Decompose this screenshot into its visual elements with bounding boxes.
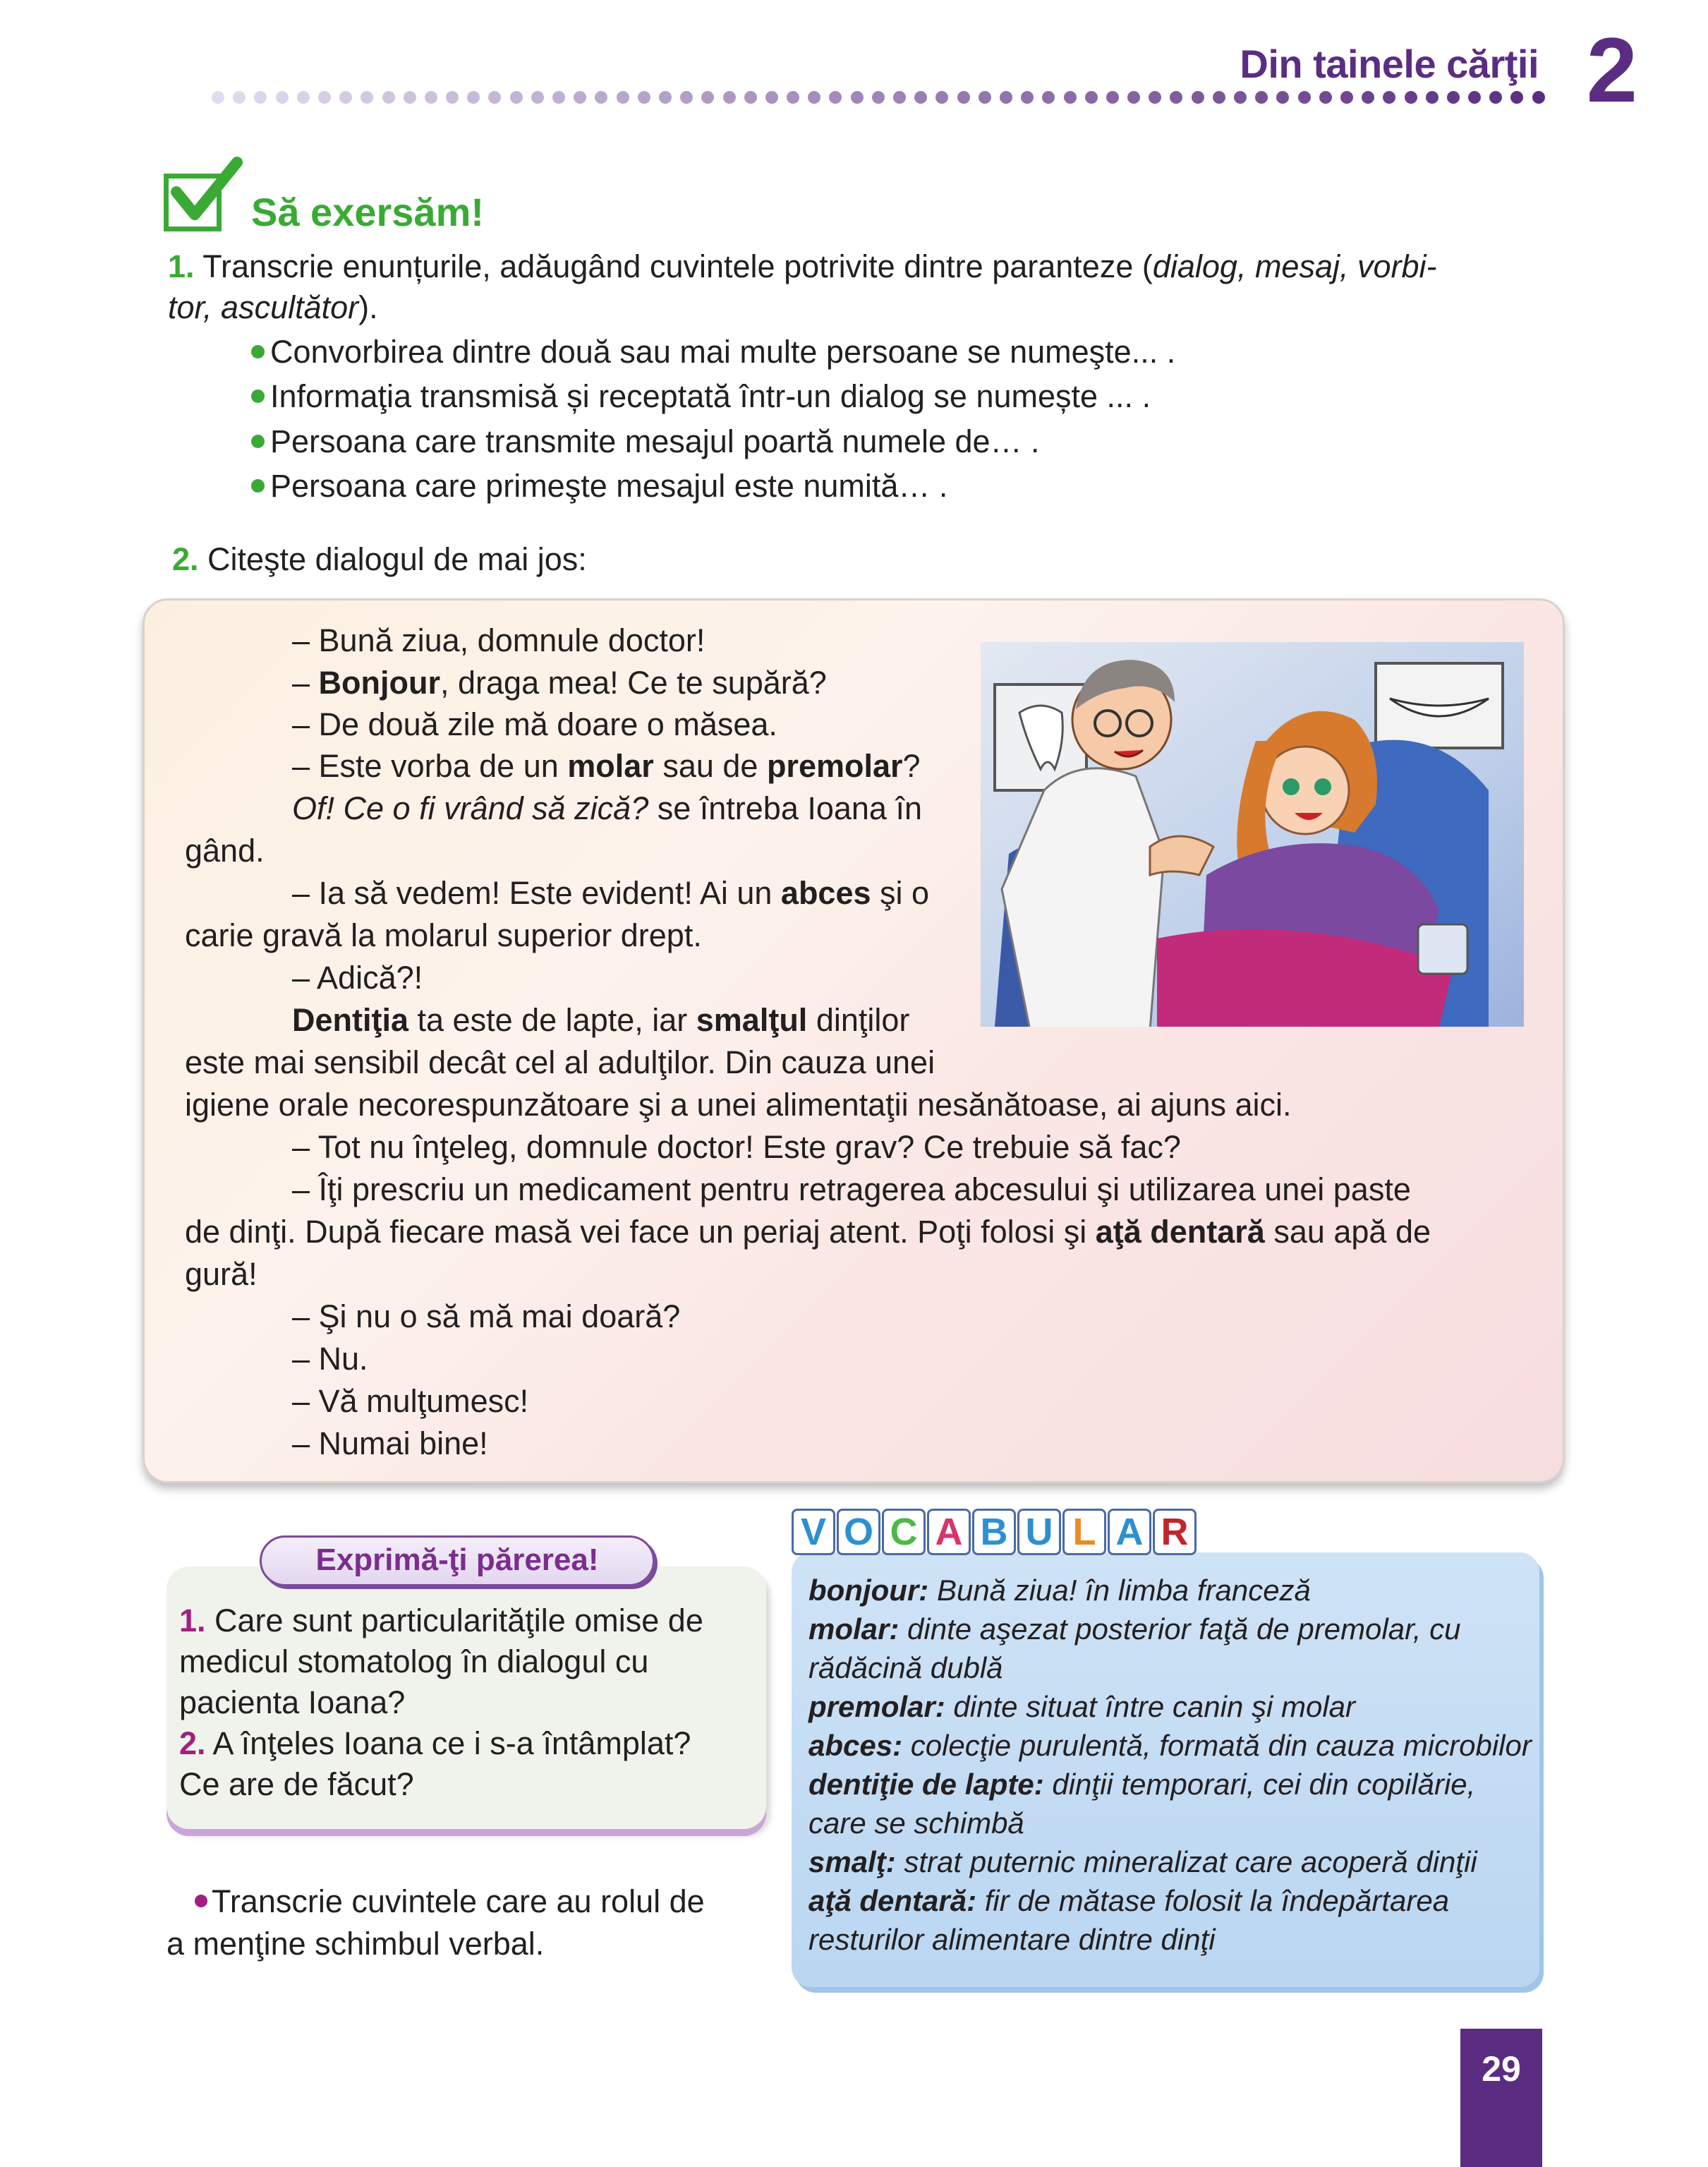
exercise-number: 1. xyxy=(168,248,195,284)
dialog-term: molar xyxy=(567,748,654,784)
vocabulary-definition: colecţie purulentă, formată din cauza microbilor xyxy=(902,1729,1532,1762)
vocabulary-letter: R xyxy=(1153,1509,1197,1555)
header-dot xyxy=(765,91,778,104)
vocabulary-letter: C xyxy=(882,1509,926,1555)
header-dot xyxy=(1192,91,1204,104)
dialog-line: – Tot nu înţeleg, domnule doctor! Este grav? Ce trebuie să fac? xyxy=(292,1129,1181,1165)
task-line: a menţine schimbul verbal. xyxy=(166,1926,545,1962)
dialog-line: – Adică?! xyxy=(292,960,423,996)
dentist-and-girl-illustration xyxy=(981,642,1524,1027)
vocabulary-definition: rădăcină dublă xyxy=(808,1651,1003,1684)
dialog-line xyxy=(292,787,922,830)
exercise-text: Transcrie enunțurile, adăugând cuvintele potrivite dintre paranteze ( xyxy=(194,248,1153,284)
header-dot xyxy=(787,91,799,104)
exercise-text: Citeşte dialogul de mai jos: xyxy=(198,541,587,577)
header-dot xyxy=(212,91,224,104)
dialog-term: smalţul xyxy=(696,1002,808,1038)
header-dot xyxy=(318,91,331,104)
vocabulary-definition: dinte situat între canin şi molar xyxy=(945,1690,1355,1723)
question-number: 2. xyxy=(179,1725,206,1761)
header-dot xyxy=(297,91,310,104)
list-item-text: Persoana care primeşte mesajul este numită… . xyxy=(270,468,948,504)
dialog-line xyxy=(292,745,921,787)
dialog-text: ? xyxy=(902,748,921,784)
header-dot xyxy=(1170,91,1182,104)
vocabulary-term: dentiţie de lapte: xyxy=(808,1768,1044,1801)
header-dot xyxy=(1510,91,1523,104)
dialog-line xyxy=(292,662,827,704)
chapter-title: Din tainele cărţii xyxy=(1240,42,1539,86)
bullet-icon xyxy=(251,390,265,403)
dialog-text: sau apă de xyxy=(1264,1214,1431,1250)
dialog-term: abces xyxy=(780,875,871,911)
header-dot xyxy=(1064,91,1077,104)
dialog-term: Bonjour xyxy=(318,665,440,701)
vocabulary-entry xyxy=(808,1920,1532,1959)
dialog-text: ta este de lapte, iar xyxy=(408,1002,696,1038)
dialog-line: este mai sensibil decât cel al adulţilor. Din cauza unei xyxy=(185,1044,935,1080)
header-dot xyxy=(1021,91,1034,104)
header-dot xyxy=(680,91,693,104)
header-dot xyxy=(1255,91,1268,104)
dialog-text: de dinţi. După fiecare masă vei face un periaj atent. Poţi folosi şi xyxy=(185,1214,1096,1250)
header-dot xyxy=(872,91,885,104)
vocabulary-entry xyxy=(808,1842,1532,1881)
dialog-line xyxy=(292,999,909,1042)
header-dot xyxy=(339,91,352,104)
vocabulary-entry xyxy=(808,1648,1532,1687)
header-dot xyxy=(1447,91,1460,104)
header-dot xyxy=(531,91,544,104)
vocabulary-term: bonjour: xyxy=(808,1574,929,1607)
header-dot xyxy=(1127,91,1140,104)
list-item xyxy=(251,421,1040,462)
header-dot xyxy=(425,91,437,104)
opinion-question-1-line: medicul stomatolog în dialogul cu xyxy=(179,1643,649,1679)
exercise-text-italic: tor, ascultător xyxy=(168,289,359,325)
vocabulary-definition: Bună ziua! în limba franceză xyxy=(928,1574,1311,1607)
vocabulary-definition: fir de mătase folosit la îndepărtarea xyxy=(976,1884,1450,1917)
vocabulary-definition: strat puternic mineralizat care acoperă dinţii xyxy=(895,1845,1477,1878)
vocabulary-entry xyxy=(808,1571,1532,1610)
dialog-term: aţă dentară xyxy=(1095,1214,1265,1250)
vocabulary-term: aţă dentară: xyxy=(808,1884,977,1917)
header-dotted-line xyxy=(212,87,1545,107)
vocabulary-definition: dinte aşezat posterior faţă de premolar, cu xyxy=(899,1612,1461,1646)
dialog-thought: Of! Ce o fi vrând să zică? xyxy=(292,790,649,826)
list-item xyxy=(251,332,1175,373)
header-dot xyxy=(701,91,714,104)
header-dot xyxy=(744,91,757,104)
exercise-text: ). xyxy=(358,289,378,325)
header-dot xyxy=(233,91,246,104)
dialog-term: premolar xyxy=(766,748,903,784)
dialog-line: igiene orale necorespunzătoare şi a unei alimentaţii nesănătoase, ai ajuns aici. xyxy=(185,1087,1292,1123)
page-number: 29 xyxy=(1482,2049,1521,2089)
header-dot xyxy=(851,91,864,104)
vocabulary-letter: V xyxy=(792,1509,835,1555)
dialog-line: – Nu. xyxy=(292,1341,368,1377)
vocabulary-term: molar: xyxy=(808,1612,900,1646)
header-dot xyxy=(488,91,501,104)
header-dot xyxy=(1234,91,1247,104)
dialog-line: carie gravă la molarul superior drept. xyxy=(185,917,702,953)
header-dot xyxy=(723,91,736,104)
header-dot xyxy=(638,91,650,104)
dialog-line xyxy=(292,872,929,915)
vocabulary-definition: care se schimbă xyxy=(808,1806,1024,1840)
dialog-line xyxy=(185,1211,1431,1253)
bullet-icon xyxy=(251,345,265,358)
header-dot xyxy=(979,91,991,104)
header-dot xyxy=(808,91,820,104)
dialog-text: – Ia să vedem! Este evident! Ai un xyxy=(292,875,781,911)
dialog-text: sau de xyxy=(653,748,767,784)
list-item xyxy=(251,376,1151,417)
dialog-line: – Vă mulţumesc! xyxy=(292,1383,529,1419)
section-title: Să exersăm! xyxy=(251,190,485,234)
header-dot xyxy=(1532,91,1545,104)
vocabulary-term: abces: xyxy=(808,1729,903,1762)
header-dot xyxy=(276,91,289,104)
question-text: A înţeles Ioana ce i s-a întâmplat? xyxy=(205,1725,691,1761)
dialog-term: Dentiţia xyxy=(292,1002,409,1038)
header-dot xyxy=(361,91,373,104)
task-text: Transcrie cuvintele care au rolul de xyxy=(212,1883,705,1919)
dialog-line: – Numai bine! xyxy=(292,1425,488,1461)
header-dot xyxy=(914,91,927,104)
list-item-text: Informaţia transmisă și receptată într-un dialog se numește ... . xyxy=(270,378,1151,414)
vocabulary-letter: U xyxy=(1017,1509,1061,1555)
header-dot xyxy=(1042,91,1055,104)
header-dot xyxy=(829,91,842,104)
vocabulary-entry xyxy=(808,1804,1532,1842)
header-dot xyxy=(1426,91,1439,104)
list-item-text: Persoana care transmite mesajul poartă numele de… . xyxy=(270,423,1040,459)
header-dot xyxy=(1383,91,1395,104)
opinion-title: Exprimă-ţi părerea! xyxy=(315,1543,599,1577)
dialog-text: – Este vorba de un xyxy=(292,748,568,784)
header-dot xyxy=(552,91,565,104)
header-dot xyxy=(893,91,906,104)
header-dot xyxy=(1362,91,1374,104)
header-dot xyxy=(1319,91,1332,104)
header-dot xyxy=(659,91,672,104)
opinion-question-2-line xyxy=(179,1723,691,1764)
header-dot xyxy=(935,91,948,104)
list-item xyxy=(251,466,947,507)
vocabulary-entry xyxy=(808,1610,1532,1648)
chapter-number: 2 xyxy=(1586,18,1637,121)
vocabulary-letter: A xyxy=(1108,1509,1151,1555)
dialog-line: – De două zile mă doare o măsea. xyxy=(292,706,777,742)
vocabulary-title xyxy=(792,1509,1197,1555)
dialog-text: – xyxy=(292,665,319,701)
vocabulary-entry xyxy=(808,1726,1532,1765)
opinion-question-1-line xyxy=(179,1600,703,1641)
header-dot xyxy=(1213,91,1225,104)
exercise-1-line-2 xyxy=(168,287,378,328)
header-dot xyxy=(595,91,607,104)
header-dot xyxy=(1489,91,1502,104)
bullet-icon xyxy=(251,435,265,448)
header-dot xyxy=(574,91,586,104)
header-dot xyxy=(382,91,395,104)
header-dot xyxy=(1085,91,1098,104)
check-icon xyxy=(166,157,244,234)
header-dot xyxy=(957,91,970,104)
vocabulary-list xyxy=(808,1571,1532,1959)
header-dot xyxy=(617,91,629,104)
dialog-text: şi o xyxy=(871,875,930,911)
header-dot xyxy=(1276,91,1289,104)
dialog-text: , draga mea! Ce te supără? xyxy=(440,665,827,701)
vocabulary-letter: B xyxy=(972,1509,1016,1555)
header-dot xyxy=(510,91,523,104)
task-line xyxy=(195,1881,705,1922)
dialog-line: – Îţi prescriu un medicament pentru retragerea abcesului şi utilizarea unei paste xyxy=(292,1171,1411,1207)
dialog-text: dinţilor xyxy=(807,1002,910,1038)
vocabulary-term: premolar: xyxy=(808,1690,945,1723)
list-item-text: Convorbirea dintre două sau mai multe persoane se numeşte... . xyxy=(270,334,1176,370)
header-dot xyxy=(1468,91,1481,104)
vocabulary-entry xyxy=(808,1765,1532,1804)
vocabulary-entry xyxy=(808,1687,1532,1726)
header-dot xyxy=(1340,91,1353,104)
dialog-text: se întreba Ioana în xyxy=(648,790,922,826)
header-dot xyxy=(404,91,416,104)
header-dot xyxy=(254,91,267,104)
dialog-line: – Şi nu o să mă mai doară? xyxy=(292,1298,681,1334)
question-text: Care sunt particularităţile omise de xyxy=(205,1602,703,1638)
header-dot xyxy=(446,91,459,104)
opinion-question-2-line: Ce are de făcut? xyxy=(179,1766,414,1802)
vocabulary-definition: dinţii temporari, cei din copilărie, xyxy=(1043,1768,1476,1801)
exercise-1-line-1 xyxy=(168,246,1437,287)
opinion-question-1-line: pacienta Ioana? xyxy=(179,1684,406,1720)
vocabulary-term: smalţ: xyxy=(808,1845,896,1878)
header-dot xyxy=(1298,91,1311,104)
exercise-number: 2. xyxy=(172,541,199,577)
exercise-text-italic: dialog, mesaj, vorbi- xyxy=(1152,248,1437,284)
exercise-2 xyxy=(172,539,587,580)
question-number: 1. xyxy=(179,1602,206,1638)
bullet-icon xyxy=(251,479,265,493)
dialog-line: gură! xyxy=(185,1256,258,1292)
bullet-icon xyxy=(195,1895,207,1907)
header-dot xyxy=(1405,91,1417,104)
header-dot xyxy=(1000,91,1012,104)
vocabulary-letter: L xyxy=(1062,1509,1106,1555)
dialog-line: – Bună ziua, domnule doctor! xyxy=(292,622,705,658)
vocabulary-letter: O xyxy=(837,1509,880,1555)
vocabulary-letter: A xyxy=(927,1509,971,1555)
header-dot xyxy=(1106,91,1119,104)
header-dot xyxy=(1149,91,1161,104)
header-dot xyxy=(467,91,480,104)
vocabulary-definition: resturilor alimentare dintre dinţi xyxy=(808,1923,1216,1956)
dialog-line: gând. xyxy=(185,833,265,869)
vocabulary-entry xyxy=(808,1881,1532,1920)
